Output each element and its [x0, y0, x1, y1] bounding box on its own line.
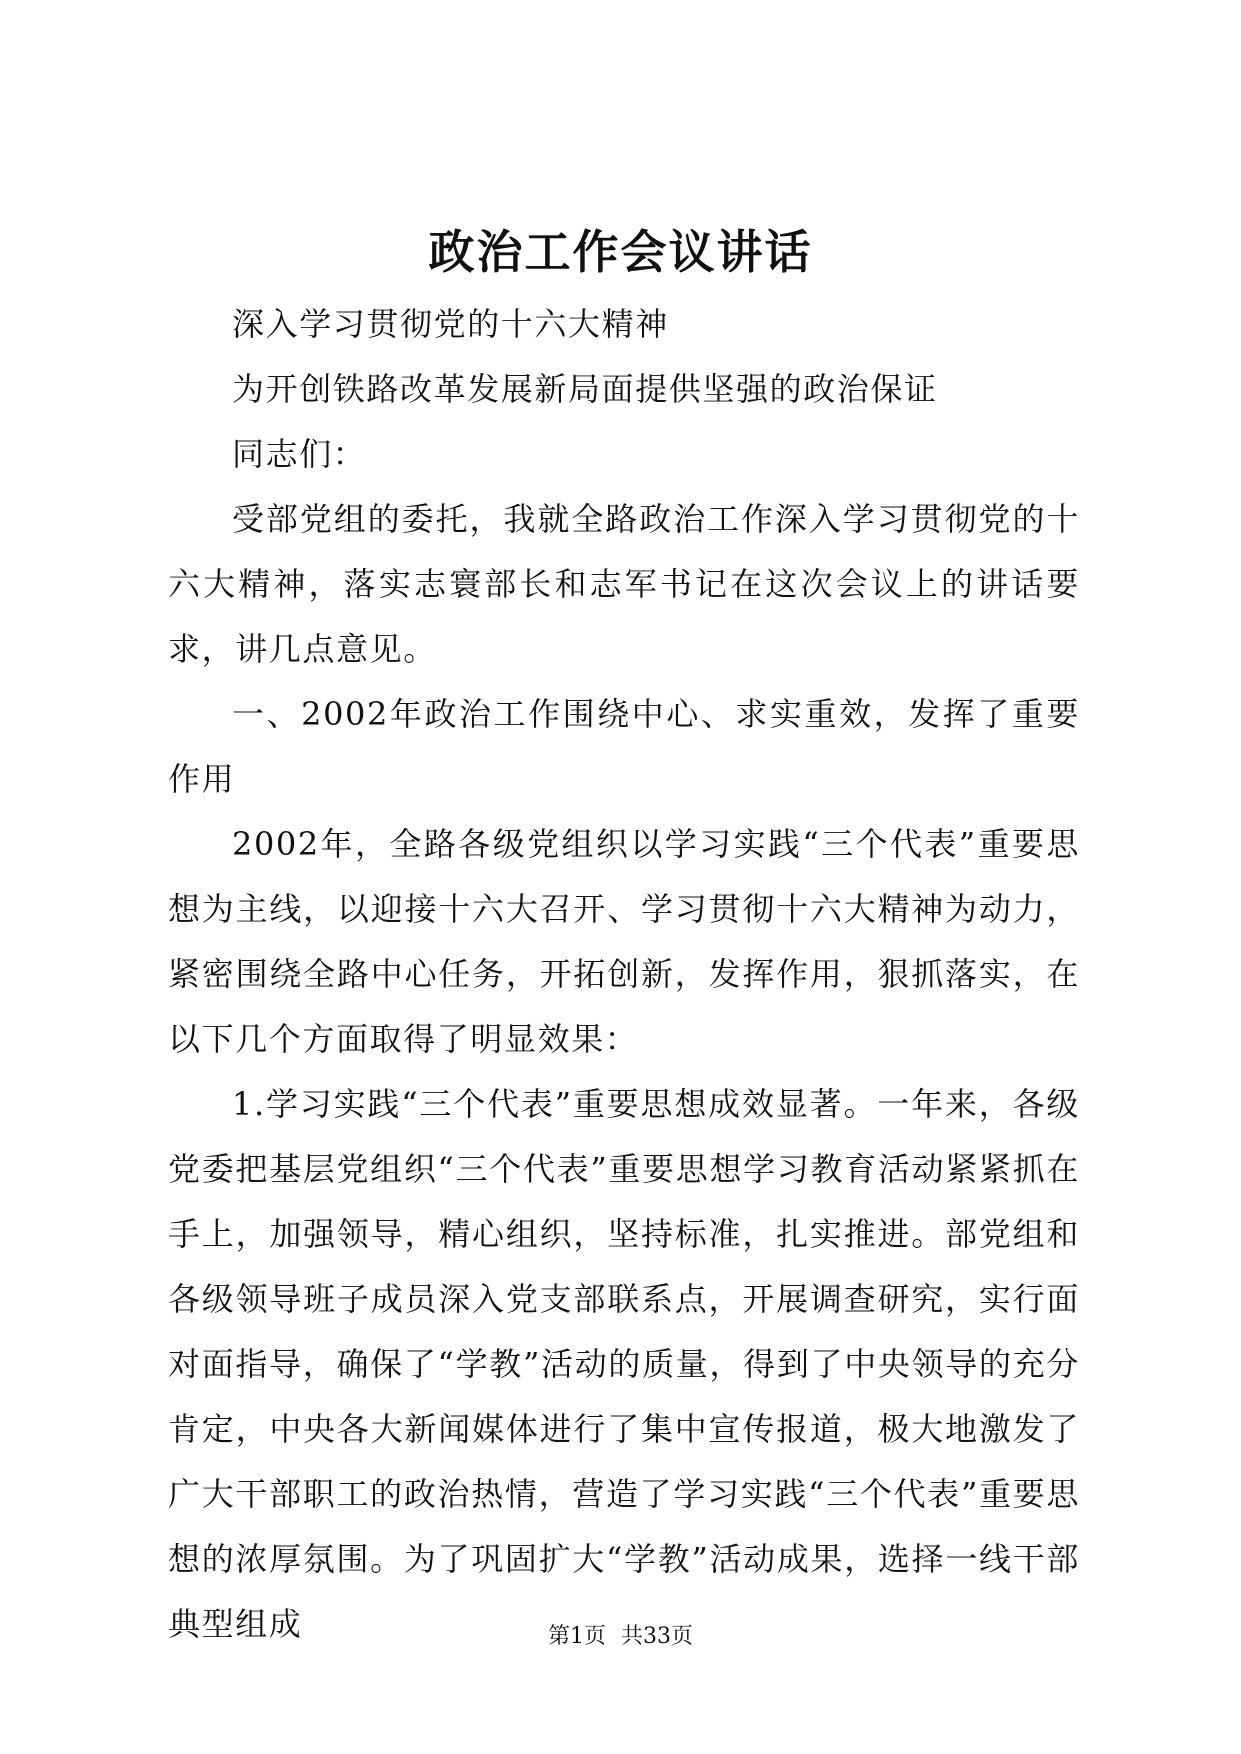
paragraph-subtitle-2: 为开创铁路改革发展新局面提供坚强的政治保证: [232, 370, 938, 408]
paragraph-body-2: 1.学习实践“三个代表”重要思想成效显著。一年来，各级党委把基层党组织“三个代表”重要思想学习教育活动紧紧抓在手上，加强领导，精心组织，坚持标准，扎实推进。部党组和各级领导班子成员深入党支部联系点，开展调查研究，实行面对面指导，确保了“学教”活动的质量，得到了中央领导的充分肯定，中央各大新闻媒体进行了集中宣传报道，极大地激发了广大干部职工的政治热情，营造了学习实践“三个代表”重要思想的浓厚氛围。为了巩固扩大“学教”活动成果，选择一线干部典型组成: [168, 1085, 1080, 1643]
page-number: 第1页: [548, 1624, 606, 1649]
paragraph-intro: 受部党组的委托，我就全路政治工作深入学习贯彻党的十六大精神，落实志寰部长和志军书记在这次会议上的讲话要求，讲几点意见。: [168, 500, 1080, 668]
paragraph-salutation: 同志们：: [232, 435, 367, 473]
page-total: 共33页: [621, 1624, 693, 1649]
page-footer: [0, 1622, 1241, 1652]
document-title: 政治工作会议讲话: [428, 225, 813, 279]
document-body: [168, 292, 1080, 1657]
paragraph-body-1: 2002年，全路各级党组织以学习实践“三个代表”重要思想为主线，以迎接十六大召开、学习贯彻十六大精神为动力，紧密围绕全路中心任务，开拓创新，发挥作用，狠抓落实，在以下几个方面取得了明显效果：: [168, 825, 1080, 1058]
paragraph-subtitle-1: 深入学习贯彻党的十六大精神: [232, 305, 669, 343]
paragraph-section-heading-1: 一、2002年政治工作围绕中心、求实重效，发挥了重要作用: [168, 695, 1080, 798]
